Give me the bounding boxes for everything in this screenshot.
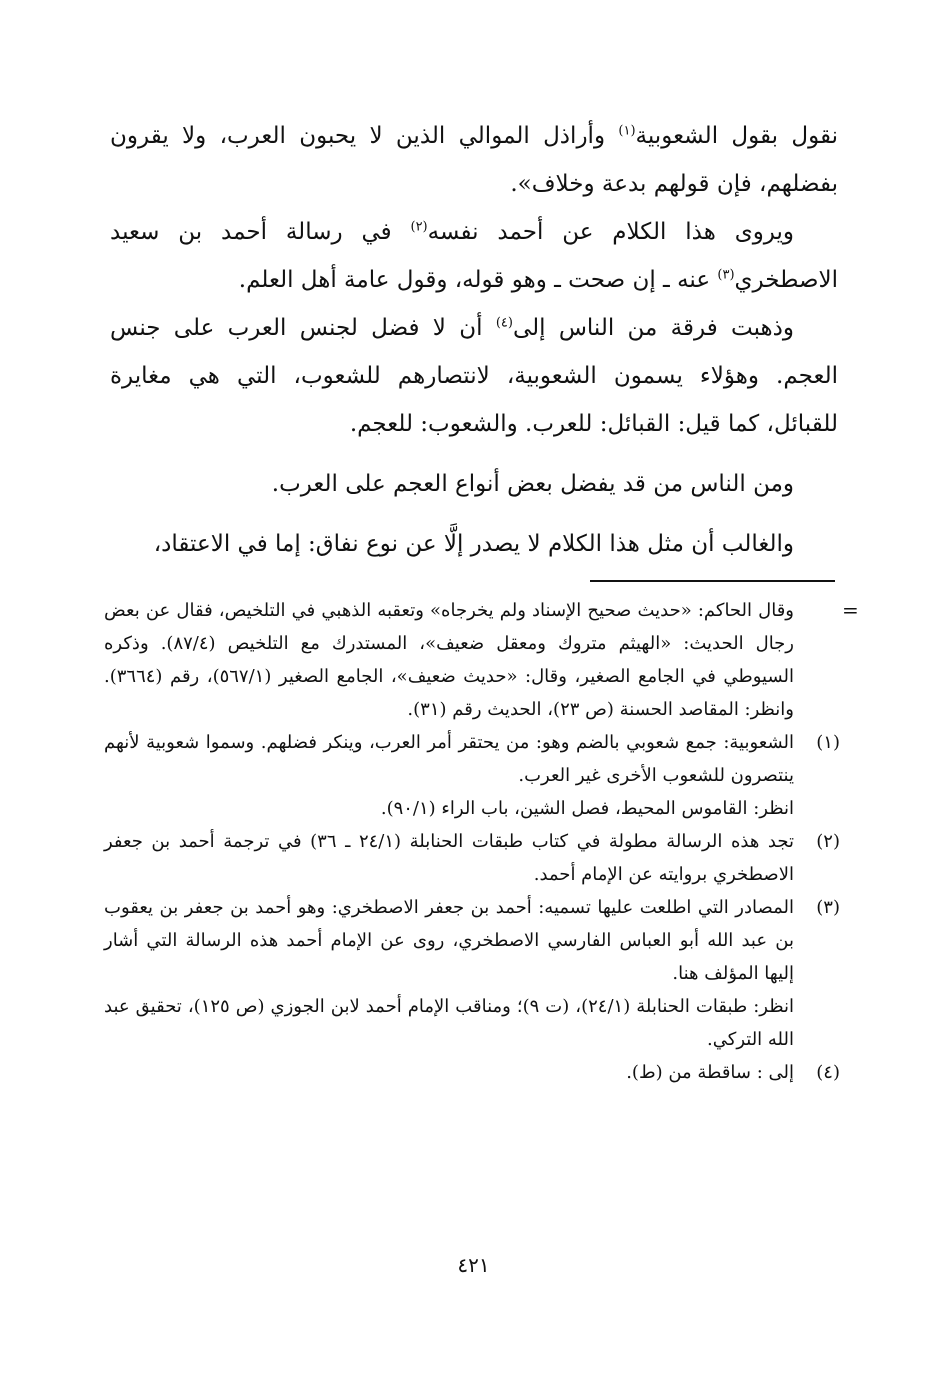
paragraph-2-text-cont: في رسالة أحمد بن سعيد الاصطخري bbox=[110, 219, 838, 293]
paragraph-5: والغالب أن مثل هذا الكلام لا يصدر إلَّا عن نوع نفاق: إما في الاعتقاد، bbox=[153, 531, 794, 557]
footnote-3-ref: انظر: طبقات الحنابلة (٢٤/١)، (ت ٩)؛ ومناقب الإمام أحمد لابن الجوزي (ص ١٢٥)، تحقيق عبد الله التركي. bbox=[104, 996, 794, 1050]
paragraph-2 bbox=[110, 208, 838, 304]
paragraph-3 bbox=[110, 304, 838, 448]
continuation-mark: = bbox=[842, 598, 859, 622]
page-number: ٤٢١ bbox=[457, 1253, 490, 1277]
footnote-marker-1: (١) bbox=[618, 123, 636, 139]
paragraph-3-text: وذهبت فرقة من الناس إلى bbox=[512, 315, 794, 341]
main-text bbox=[110, 112, 838, 568]
paragraph-1-text-cont: وأراذل الموالي الذين لا يحبون العرب، ولا يقرون بفضلهم، فإن قولهم بدعة وخلاف». bbox=[110, 123, 838, 197]
footnote-marker-4: (٤) bbox=[495, 315, 513, 331]
footnote-3-text: المصادر التي اطلعت عليها تسميه: أحمد بن جعفر الاصطخري: وهو أحمد بن جعفر بن يعقوب بن عبد الله أبو العباس الفارسي الاصطخري، روى عن الإمام أحمد هذه الرسالة التي أشار إليها المؤلف هنا. bbox=[104, 897, 794, 984]
footnote-number-spacer bbox=[794, 594, 840, 726]
footnote-number: (٤) bbox=[816, 1062, 840, 1083]
footnote-2-text: تجد هذه الرسالة مطولة في كتاب طبقات الحنابلة (٢٤/١ ـ ٣٦) في ترجمة أحمد بن جعفر الاصطخري بروايته عن الإمام أحمد. bbox=[104, 831, 794, 885]
paragraph-3-text-cont: أن لا فضل لجنس العرب على جنس العجم. وهؤلاء يسمون الشعوبية، لانتصارهم للشعوب، التي هي مغايرة للقبائل، كما قيل: القبائل: للعرب. والشعوب: للعجم. bbox=[110, 315, 838, 437]
footnote-2 bbox=[104, 825, 840, 891]
footnote-4-text: إلى : ساقطة من (ط). bbox=[626, 1062, 794, 1083]
footnote-number: (١) bbox=[816, 732, 840, 753]
footnote-continuation-text: وقال الحاكم: «حديث صحيح الإسناد ولم يخرجاه» وتعقبه الذهبي في التلخيص، فقال عن بعض رجال الحديث: «الهيثم متروك ومعقل ضعيف»، المستدرك مع التلخيص (٨٧/٤). وذكره السيوطي في الجامع الصغير، وقال: «حديث ضعيف»، الجامع الصغير (٥٦٧/١)، رقم (٣٦٦٤). وانظر: المقاصد الحسنة (ص ٢٣)، الحديث رقم (٣١). bbox=[104, 600, 794, 720]
paragraph-2-text: ويروى هذا الكلام عن أحمد نفسه bbox=[427, 219, 794, 245]
footnote-marker-2: (٢) bbox=[410, 219, 428, 235]
paragraph-4: ومن الناس من قد يفضل بعض أنواع العجم على العرب. bbox=[271, 471, 794, 497]
footnote-number: (٢) bbox=[816, 831, 840, 852]
footnote-3 bbox=[104, 891, 840, 1056]
paragraph-1 bbox=[110, 112, 838, 208]
footnote-continuation bbox=[104, 594, 840, 726]
paragraph-2-text-end: عنه ـ إن صحت ـ وهو قوله، وقول عامة أهل العلم. bbox=[238, 267, 718, 293]
footnote-separator bbox=[590, 580, 835, 582]
footnote-1-text: الشعوبية: جمع شعوبي بالضم وهو: من يحتقر أمر العرب، وينكر فضلهم. وسموا شعوبية لأنهم ينتصرون للشعوب الأخرى غير العرب. bbox=[104, 732, 794, 786]
footnote-1 bbox=[104, 726, 840, 825]
footnote-marker-3: (٣) bbox=[717, 267, 735, 283]
footnote-1-ref: انظر: القاموس المحيط، فصل الشين، باب الراء (٩٠/١). bbox=[380, 798, 794, 819]
footnotes bbox=[104, 594, 840, 1089]
footnote-4 bbox=[104, 1056, 840, 1089]
paragraph-1-text: نقول بقول الشعوبية bbox=[635, 123, 838, 149]
footnote-number: (٣) bbox=[816, 897, 840, 918]
